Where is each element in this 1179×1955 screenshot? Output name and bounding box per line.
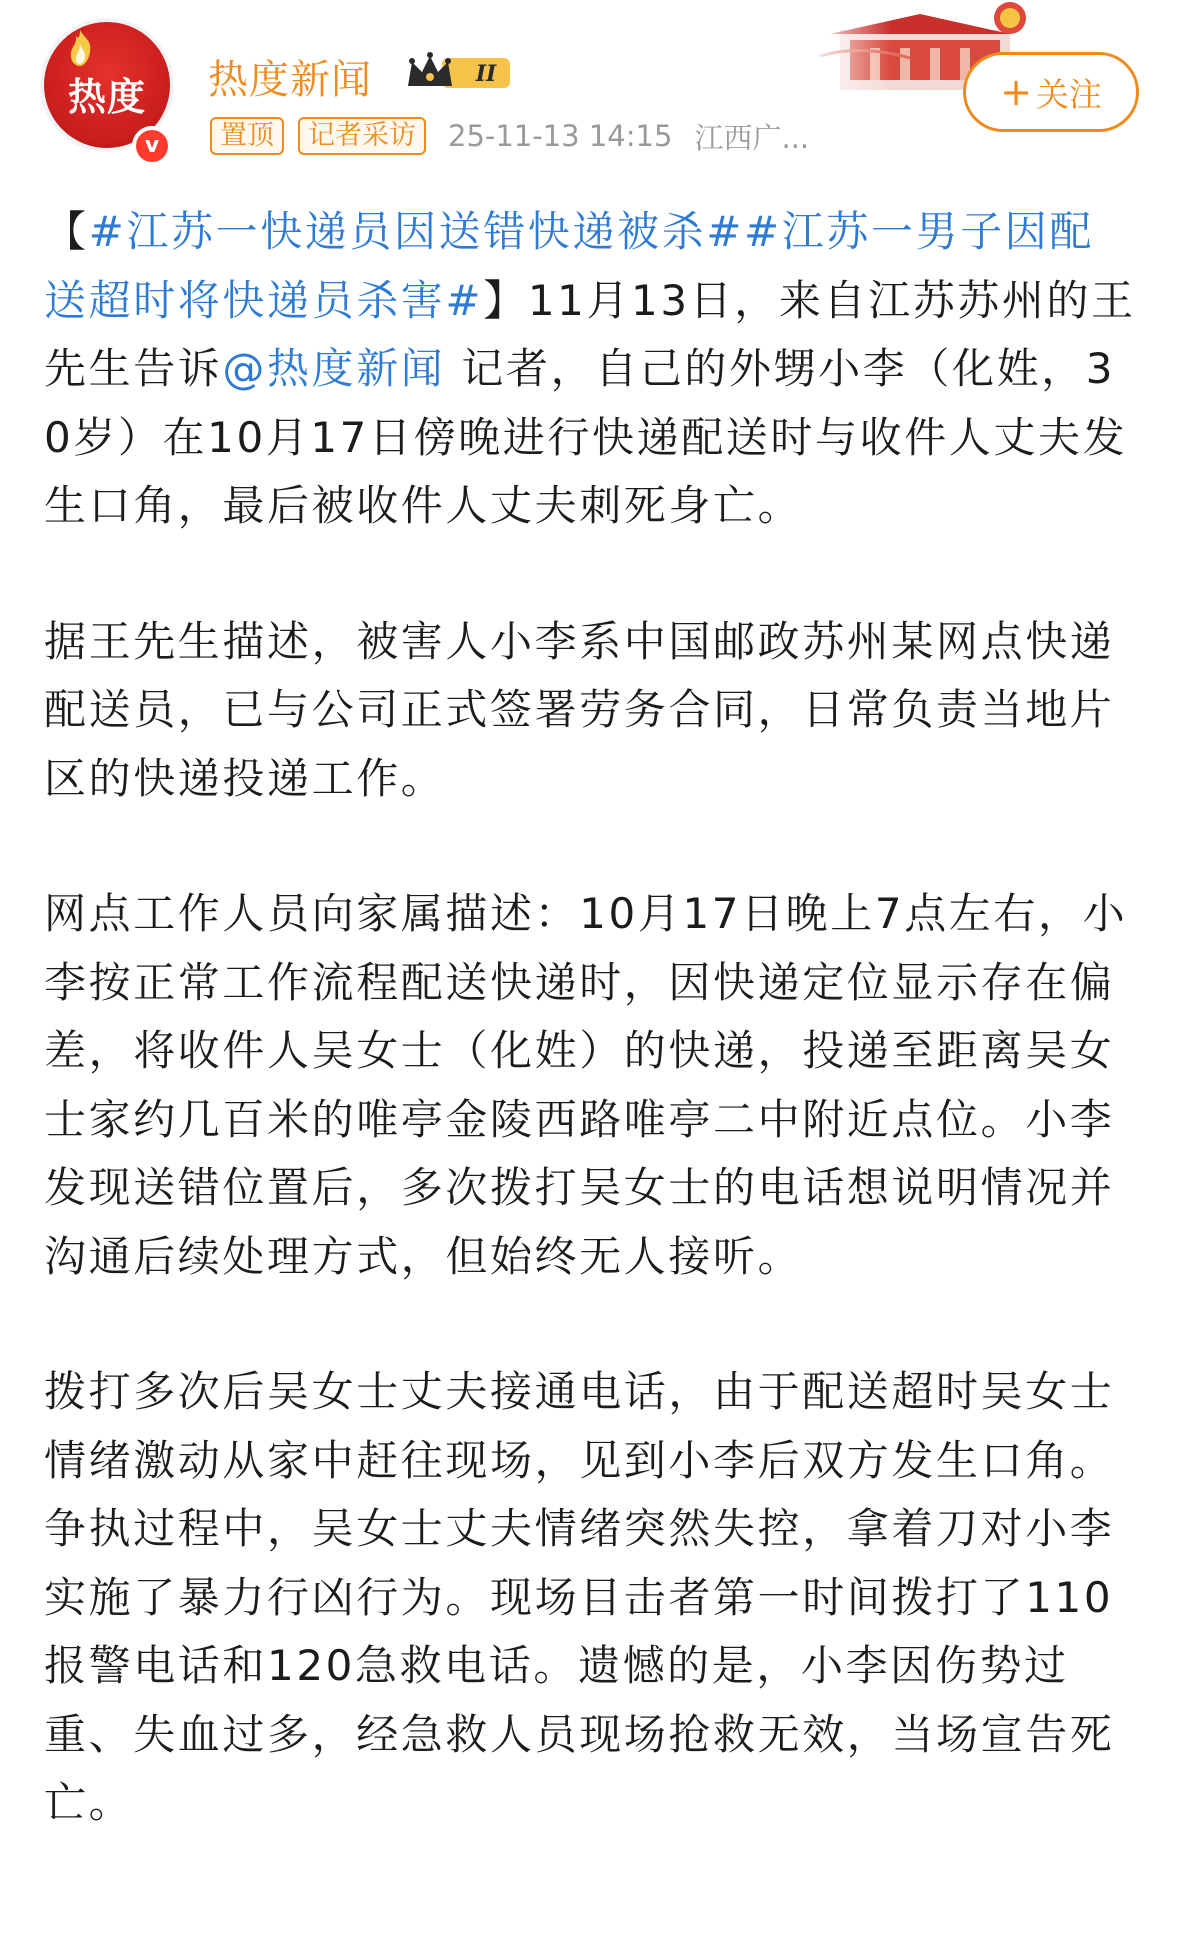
account-name[interactable]: 热度新闻 <box>208 57 372 103</box>
post-timestamp: 25-11-13 14:15 <box>448 119 673 153</box>
plus-icon: + <box>1000 70 1032 114</box>
open-bracket: 【 <box>44 207 89 256</box>
avatar-label: 热度 <box>67 75 146 119</box>
level-badge-label: II <box>475 61 497 87</box>
paragraph-1 <box>44 198 1136 541</box>
post-header <box>0 0 1179 175</box>
follow-button[interactable] <box>963 52 1139 132</box>
hashtag-link[interactable]: #江苏一男子因配送超时将快递员杀害# <box>44 207 1094 325</box>
follow-label: 关注 <box>1035 74 1102 114</box>
crown-level-icon <box>404 50 516 94</box>
paragraph-text: 11月13日，来自江苏苏州的王先生告诉 <box>44 275 1136 393</box>
interview-tag: 记者采访 <box>298 117 426 155</box>
pinned-tag: 置顶 <box>210 117 284 155</box>
mention-link[interactable]: @热度新闻 <box>222 344 446 393</box>
paragraph-3: 网点工作人员向家属描述：10月17日晚上7点左右，小李按正常工作流程配送快递时，因快递定位显示存在偏差，将收件人吴女士（化姓）的快递，投递至距离吴女士家约几百米的唯亭金陵西路唯亭二中附近点位。小李发现送错位置后，多次拨打吴女士的电话想说明情况并沟通后续处理方式，但始终无人接听。 <box>44 889 1128 1281</box>
hashtag-link[interactable]: #江苏一快递员因送错快递被杀# <box>88 207 744 256</box>
flame-logo-icon <box>62 28 98 68</box>
close-bracket: 】 <box>483 275 528 325</box>
post-source[interactable]: 江西广... <box>694 120 810 155</box>
paragraph-2: 据王先生描述，被害人小李系中国邮政苏州某网点快递配送员，已与公司正式签署劳务合同，日常负责当地片区的快递投递工作。 <box>44 616 1115 803</box>
paragraph-4: 拨打多次后吴女士丈夫接通电话，由于配送超时吴女士情绪激动从家中赶往现场，见到小李后双方发生口角。争执过程中，吴女士丈夫情绪突然失控，拿着刀对小李实施了暴力行凶行为。现场目击者第一时间拨打了110报警电话和120急救电话。遗憾的是，小李因伤势过重、失血过多，经急救人员现场抢救无效，当场宣告死亡。 <box>44 1367 1115 1827</box>
paragraph-text: 记者，自己的外甥小李（化姓，30岁）在10月17日傍晚进行快递配送时与收件人丈夫发生口角，最后被收件人丈夫刺死身亡。 <box>44 344 1128 530</box>
post-meta <box>210 116 809 156</box>
verified-v-icon: v <box>132 126 172 166</box>
post-body <box>44 198 1136 1838</box>
